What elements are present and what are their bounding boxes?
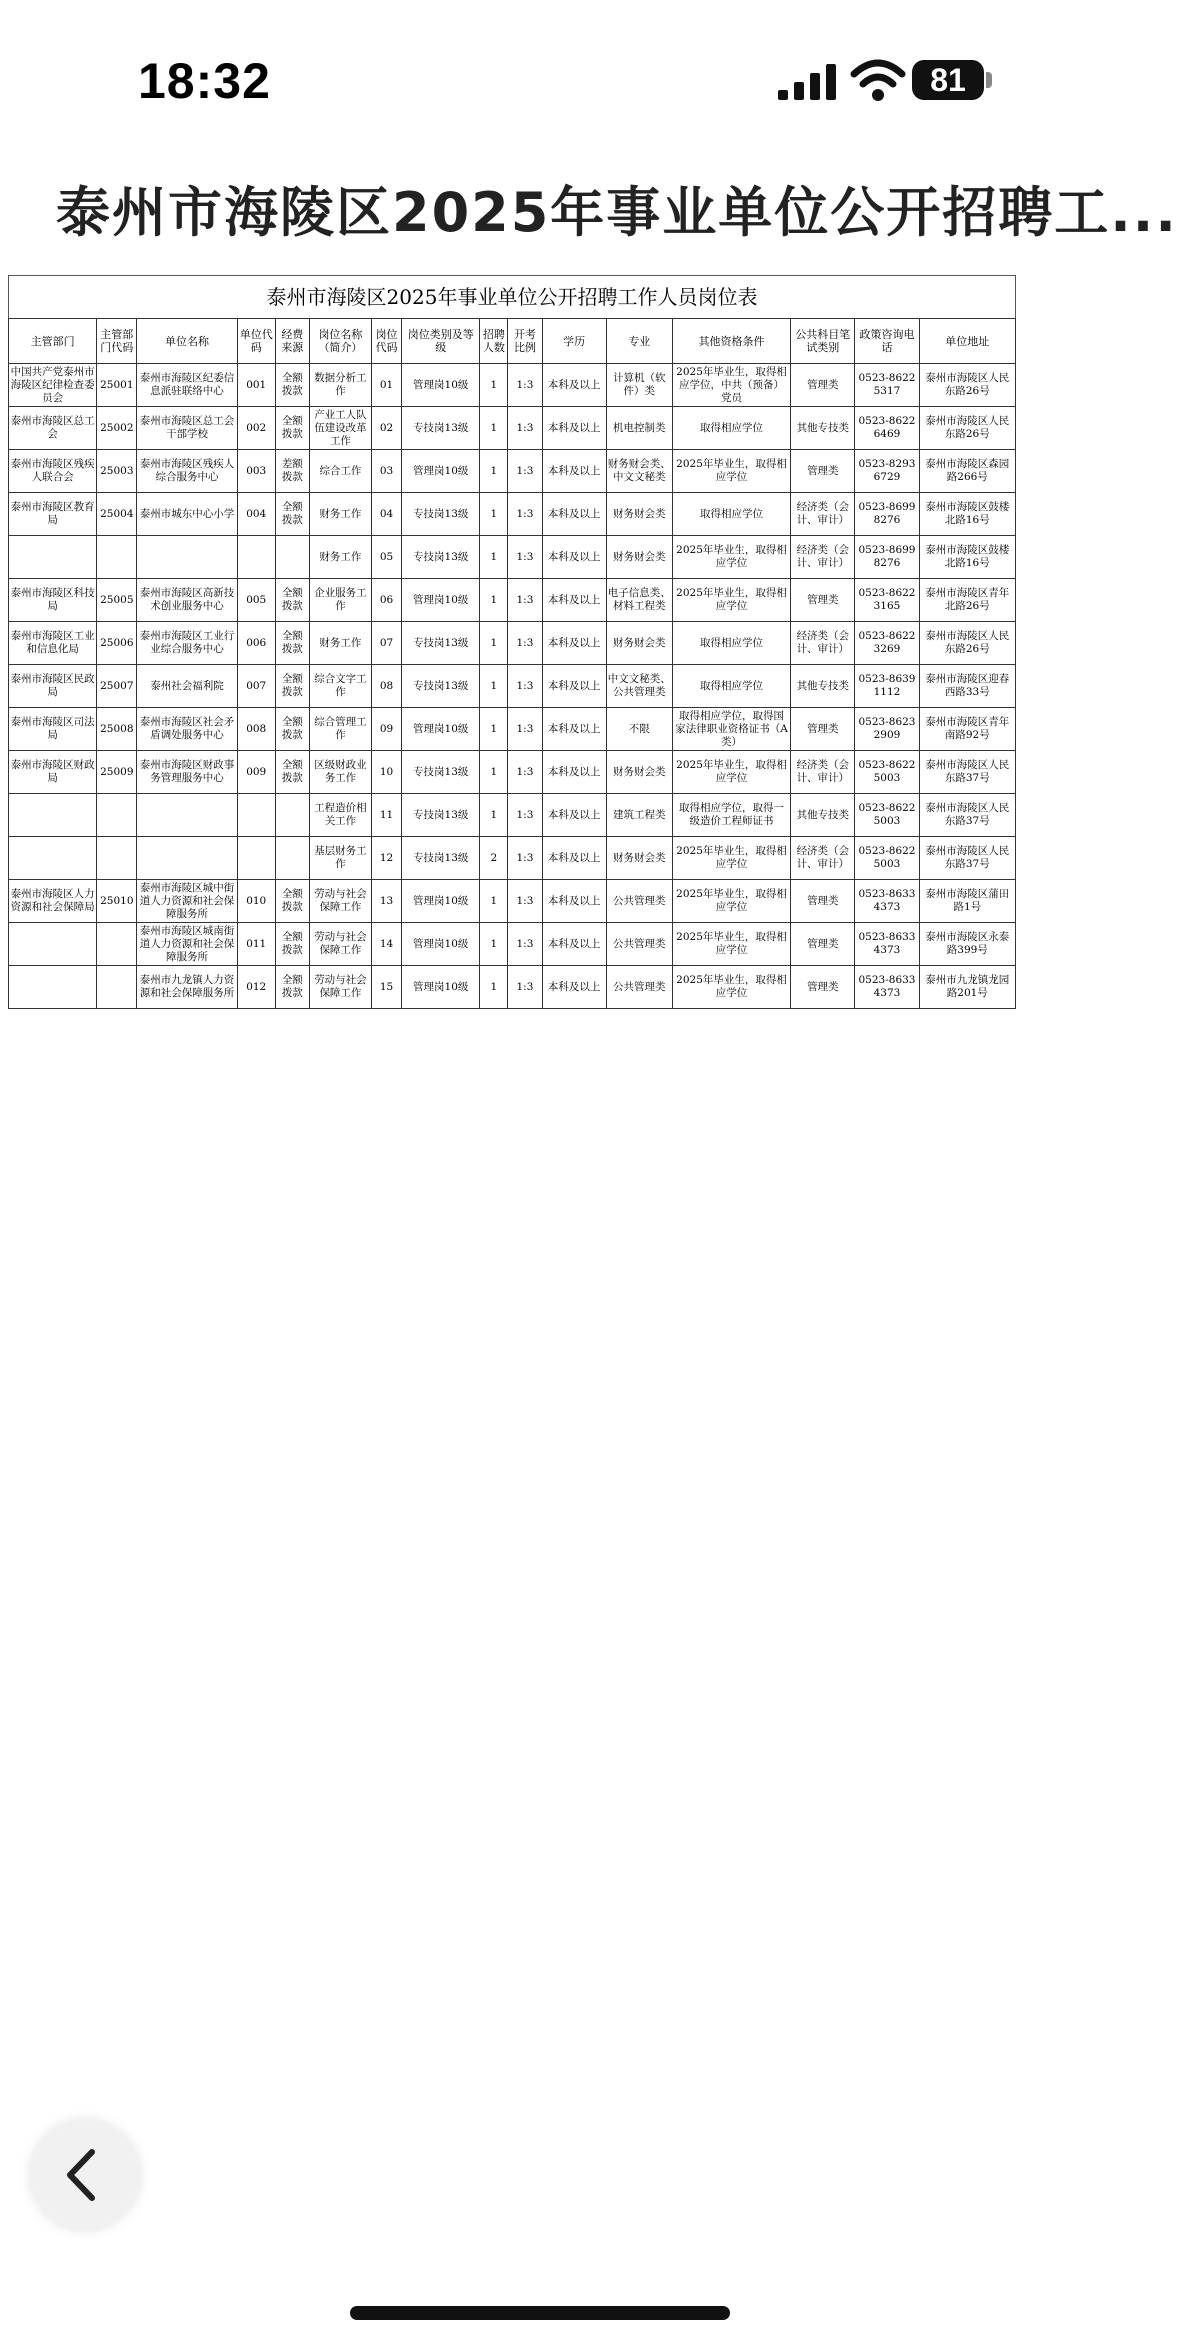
table-cell — [97, 837, 137, 880]
table-cell: 泰州市海陵区民政局 — [9, 665, 97, 708]
table-cell: 25009 — [97, 751, 137, 794]
table-cell — [9, 536, 97, 579]
column-header: 招聘人数 — [480, 319, 508, 364]
table-cell: 取得相应学位，取得一级造价工程师证书 — [672, 794, 790, 837]
table-cell: 财务财会类 — [606, 536, 672, 579]
table-cell — [97, 966, 137, 1009]
table-cell — [97, 923, 137, 966]
column-header: 经费来源 — [275, 319, 309, 364]
table-cell: 取得相应学位 — [672, 665, 790, 708]
table-cell: 泰州市海陵区科技局 — [9, 579, 97, 622]
table-cell: 泰州市海陵区高新技术创业服务中心 — [137, 579, 237, 622]
column-header: 专业 — [606, 319, 672, 364]
table-cell: 取得相应学位 — [672, 407, 790, 450]
table-row — [9, 536, 1016, 579]
table-cell: 公共管理类 — [606, 966, 672, 1009]
signal-icon — [778, 64, 840, 100]
table-cell: 建筑工程类 — [606, 794, 672, 837]
battery-tip — [986, 72, 992, 88]
table-cell: 管理类 — [791, 579, 855, 622]
table-cell: 001 — [237, 364, 275, 407]
table-cell: 区级财政业务工作 — [309, 751, 371, 794]
table-cell: 1 — [480, 364, 508, 407]
table-cell: 泰州市海陵区青年南路92号 — [919, 708, 1015, 751]
table-cell: 2025年毕业生，取得相应学位 — [672, 579, 790, 622]
table-cell: 1 — [480, 794, 508, 837]
table-cell: 25007 — [97, 665, 137, 708]
table-cell: 综合管理工作 — [309, 708, 371, 751]
table-cell: 2025年毕业生，取得相应学位 — [672, 536, 790, 579]
table-cell: 泰州市海陵区城南街道人力资源和社会保障服务所 — [137, 923, 237, 966]
table-cell: 1 — [480, 880, 508, 923]
table-cell: 本科及以上 — [542, 364, 606, 407]
table-cell: 2 — [480, 837, 508, 880]
table-cell: 1 — [480, 536, 508, 579]
table-cell: 0523-86334373 — [855, 966, 919, 1009]
table-cell: 1:3 — [508, 364, 542, 407]
table-cell: 其他专技类 — [791, 407, 855, 450]
table-cell: 企业服务工作 — [309, 579, 371, 622]
table-cell: 中国共产党泰州市海陵区纪律检查委员会 — [9, 364, 97, 407]
column-header: 开考比例 — [508, 319, 542, 364]
table-cell: 1:3 — [508, 923, 542, 966]
table-cell: 02 — [372, 407, 402, 450]
table-cell: 泰州市海陵区蒲田路1号 — [919, 880, 1015, 923]
table-cell — [275, 536, 309, 579]
table-cell: 管理岗10级 — [402, 579, 480, 622]
status-bar — [0, 0, 1080, 150]
column-header: 岗位名称（简介） — [309, 319, 371, 364]
table-cell: 财务工作 — [309, 536, 371, 579]
table-cell: 1 — [480, 493, 508, 536]
table-cell: 011 — [237, 923, 275, 966]
table-cell: 财务工作 — [309, 493, 371, 536]
table-cell — [9, 923, 97, 966]
table-cell: 劳动与社会保障工作 — [309, 880, 371, 923]
table-cell: 1 — [480, 407, 508, 450]
table-cell: 泰州市海陵区人民东路26号 — [919, 622, 1015, 665]
table-cell: 专技岗13级 — [402, 751, 480, 794]
table-cell: 全额拨款 — [275, 923, 309, 966]
table-cell: 管理类 — [791, 364, 855, 407]
document-title: 泰州市海陵区2025年事业单位公开招聘工... — [56, 181, 1178, 244]
table-cell: 25003 — [97, 450, 137, 493]
table-cell: 12 — [372, 837, 402, 880]
table-cell: 03 — [372, 450, 402, 493]
table-cell: 经济类（会计、审计） — [791, 493, 855, 536]
table-cell: 1:3 — [508, 622, 542, 665]
table-cell: 泰州市海陵区永泰路399号 — [919, 923, 1015, 966]
column-header: 岗位类别及等级 — [402, 319, 480, 364]
table-cell: 管理类 — [791, 923, 855, 966]
table-cell: 本科及以上 — [542, 708, 606, 751]
table-cell: 25002 — [97, 407, 137, 450]
table-cell: 公共管理类 — [606, 880, 672, 923]
table-cell: 本科及以上 — [542, 622, 606, 665]
table-cell: 全额拨款 — [275, 751, 309, 794]
table-cell: 财务财会类 — [606, 493, 672, 536]
table-cell: 管理岗10级 — [402, 923, 480, 966]
table-cell: 全额拨款 — [275, 665, 309, 708]
table-cell — [9, 794, 97, 837]
table-cell: 财务财会类、中文文秘类 — [606, 450, 672, 493]
table-cell: 1:3 — [508, 450, 542, 493]
table-cell: 泰州市海陵区人民东路37号 — [919, 794, 1015, 837]
table-cell: 产业工人队伍建设改革工作 — [309, 407, 371, 450]
column-header: 主管部门代码 — [97, 319, 137, 364]
table-cell: 本科及以上 — [542, 880, 606, 923]
table-cell: 经济类（会计、审计） — [791, 622, 855, 665]
table-cell: 1:3 — [508, 665, 542, 708]
table-cell: 本科及以上 — [542, 493, 606, 536]
table-cell: 01 — [372, 364, 402, 407]
table-cell: 泰州社会福利院 — [137, 665, 237, 708]
table-cell: 中文文秘类、公共管理类 — [606, 665, 672, 708]
table-cell — [97, 536, 137, 579]
table-cell: 劳动与社会保障工作 — [309, 923, 371, 966]
home-indicator[interactable] — [350, 2306, 730, 2320]
table-cell: 专技岗13级 — [402, 665, 480, 708]
table-cell: 专技岗13级 — [402, 493, 480, 536]
table-cell: 专技岗13级 — [402, 794, 480, 837]
table-cell: 管理类 — [791, 450, 855, 493]
table-cell: 006 — [237, 622, 275, 665]
table-cell: 本科及以上 — [542, 407, 606, 450]
table-cell: 泰州市海陵区司法局 — [9, 708, 97, 751]
table-cell: 1 — [480, 966, 508, 1009]
wifi-icon — [850, 58, 906, 102]
table-cell: 2025年毕业生，取得相应学位 — [672, 837, 790, 880]
table-cell: 其他专技类 — [791, 665, 855, 708]
table-cell — [237, 794, 275, 837]
table-cell: 010 — [237, 880, 275, 923]
table-cell: 本科及以上 — [542, 665, 606, 708]
table-cell: 1 — [480, 665, 508, 708]
table-row — [9, 708, 1016, 751]
table-cell: 计算机（软件）类 — [606, 364, 672, 407]
table-cell: 本科及以上 — [542, 536, 606, 579]
table-cell — [275, 794, 309, 837]
table-cell: 002 — [237, 407, 275, 450]
table-cell: 管理类 — [791, 880, 855, 923]
table-cell: 经济类（会计、审计） — [791, 536, 855, 579]
table-cell: 财务工作 — [309, 622, 371, 665]
table-cell: 管理岗10级 — [402, 450, 480, 493]
table-cell: 经济类（会计、审计） — [791, 751, 855, 794]
table-cell: 泰州市海陵区残疾人联合会 — [9, 450, 97, 493]
table-cell: 取得相应学位，取得国家法律职业资格证书（A类） — [672, 708, 790, 751]
table-cell: 1 — [480, 751, 508, 794]
table-cell: 14 — [372, 923, 402, 966]
table-cell: 0523-82936729 — [855, 450, 919, 493]
table-cell: 取得相应学位 — [672, 622, 790, 665]
table-cell: 差额拨款 — [275, 450, 309, 493]
table-cell: 1:3 — [508, 880, 542, 923]
table-cell: 0523-86225003 — [855, 751, 919, 794]
table-cell: 工程造价相关工作 — [309, 794, 371, 837]
table-cell: 007 — [237, 665, 275, 708]
table-cell: 0523-86225003 — [855, 837, 919, 880]
table-cell: 泰州市海陵区城中街道人力资源和社会保障服务所 — [137, 880, 237, 923]
table-cell: 全额拨款 — [275, 966, 309, 1009]
table-cell: 专技岗13级 — [402, 622, 480, 665]
table-cell: 机电控制类 — [606, 407, 672, 450]
table-cell — [137, 837, 237, 880]
table-cell: 泰州市海陵区鼓楼北路16号 — [919, 536, 1015, 579]
table-cell: 泰州市海陵区工业和信息化局 — [9, 622, 97, 665]
table-cell: 07 — [372, 622, 402, 665]
table-cell: 本科及以上 — [542, 751, 606, 794]
table-cell: 基层财务工作 — [309, 837, 371, 880]
table-cell: 004 — [237, 493, 275, 536]
table-cell: 1 — [480, 579, 508, 622]
table-row — [9, 622, 1016, 665]
column-header: 主管部门 — [9, 319, 97, 364]
table-row — [9, 450, 1016, 493]
table-cell: 管理岗10级 — [402, 966, 480, 1009]
table-cell: 25006 — [97, 622, 137, 665]
table-cell: 本科及以上 — [542, 923, 606, 966]
table-cell: 全额拨款 — [275, 493, 309, 536]
table-cell — [237, 837, 275, 880]
table-cell: 综合工作 — [309, 450, 371, 493]
table-cell: 泰州市海陵区青年北路26号 — [919, 579, 1015, 622]
table-cell: 0523-86223165 — [855, 579, 919, 622]
table-cell: 数据分析工作 — [309, 364, 371, 407]
table-cell: 04 — [372, 493, 402, 536]
status-time: 18:32 — [138, 53, 271, 109]
table-cell: 1:3 — [508, 708, 542, 751]
table-cell: 全额拨款 — [275, 880, 309, 923]
table-cell: 1:3 — [508, 837, 542, 880]
table-row — [9, 407, 1016, 450]
table-cell: 本科及以上 — [542, 794, 606, 837]
table-cell: 06 — [372, 579, 402, 622]
column-header: 单位名称 — [137, 319, 237, 364]
table-cell: 0523-86334373 — [855, 923, 919, 966]
table-cell — [137, 536, 237, 579]
table-row — [9, 579, 1016, 622]
table-cell: 09 — [372, 708, 402, 751]
table-cell: 管理岗10级 — [402, 364, 480, 407]
table-cell: 本科及以上 — [542, 966, 606, 1009]
table-cell: 1:3 — [508, 966, 542, 1009]
table-cell: 泰州市海陵区人民东路26号 — [919, 407, 1015, 450]
table-row — [9, 364, 1016, 407]
table-cell: 泰州市海陵区森园路266号 — [919, 450, 1015, 493]
table-cell: 25004 — [97, 493, 137, 536]
back-button[interactable] — [30, 2120, 140, 2230]
table-cell: 2025年毕业生，取得相应学位 — [672, 880, 790, 923]
job-table — [8, 318, 1016, 1009]
table-cell: 25010 — [97, 880, 137, 923]
table-cell: 泰州市海陵区人民东路37号 — [919, 837, 1015, 880]
column-header: 单位地址 — [919, 319, 1015, 364]
table-cell: 11 — [372, 794, 402, 837]
table-row — [9, 794, 1016, 837]
table-cell — [97, 794, 137, 837]
table-cell: 0523-86391112 — [855, 665, 919, 708]
table-cell: 专技岗13级 — [402, 407, 480, 450]
table-cell: 其他专技类 — [791, 794, 855, 837]
table-cell: 泰州市城东中心小学 — [137, 493, 237, 536]
table-cell: 0523-86998276 — [855, 493, 919, 536]
table-cell: 009 — [237, 751, 275, 794]
table-cell: 管理岗10级 — [402, 880, 480, 923]
job-table-image[interactable] — [8, 275, 1016, 1009]
chevron-left-icon — [30, 2120, 140, 2230]
table-cell: 泰州市海陵区迎春西路33号 — [919, 665, 1015, 708]
table-cell: 综合文字工作 — [309, 665, 371, 708]
table-cell: 1 — [480, 450, 508, 493]
table-cell: 0523-86225317 — [855, 364, 919, 407]
table-cell: 专技岗13级 — [402, 536, 480, 579]
table-cell: 2025年毕业生，取得相应学位，中共（预备）党员 — [672, 364, 790, 407]
column-header: 单位代码 — [237, 319, 275, 364]
table-row — [9, 966, 1016, 1009]
table-cell: 泰州市海陵区人力资源和社会保障局 — [9, 880, 97, 923]
table-cell: 本科及以上 — [542, 837, 606, 880]
battery-indicator: 81 — [912, 60, 984, 100]
table-cell: 008 — [237, 708, 275, 751]
table-cell: 专技岗13级 — [402, 837, 480, 880]
table-row — [9, 923, 1016, 966]
table-cell: 1:3 — [508, 536, 542, 579]
table-cell: 泰州市海陵区人民东路26号 — [919, 364, 1015, 407]
table-cell — [237, 536, 275, 579]
table-cell: 管理类 — [791, 966, 855, 1009]
table-cell: 2025年毕业生，取得相应学位 — [672, 966, 790, 1009]
column-header: 其他资格条件 — [672, 319, 790, 364]
table-cell: 1 — [480, 923, 508, 966]
table-cell: 泰州市九龙镇龙园路201号 — [919, 966, 1015, 1009]
table-cell: 泰州市海陵区社会矛盾调处服务中心 — [137, 708, 237, 751]
table-cell: 05 — [372, 536, 402, 579]
table-cell: 泰州市海陵区纪委信息派驻联络中心 — [137, 364, 237, 407]
column-header: 政策咨询电话 — [855, 319, 919, 364]
table-cell: 管理岗10级 — [402, 708, 480, 751]
table-cell: 25008 — [97, 708, 137, 751]
table-cell: 0523-86226469 — [855, 407, 919, 450]
table-cell — [9, 966, 97, 1009]
table-cell: 15 — [372, 966, 402, 1009]
table-cell: 财务财会类 — [606, 751, 672, 794]
table-cell: 泰州市海陵区教育局 — [9, 493, 97, 536]
column-header: 学历 — [542, 319, 606, 364]
table-cell: 2025年毕业生，取得相应学位 — [672, 751, 790, 794]
table-cell: 泰州市海陵区工业行业综合服务中心 — [137, 622, 237, 665]
table-cell: 08 — [372, 665, 402, 708]
table-cell: 泰州市海陵区残疾人综合服务中心 — [137, 450, 237, 493]
table-cell: 泰州市海陵区总工会干部学校 — [137, 407, 237, 450]
column-header: 公共科目笔试类别 — [791, 319, 855, 364]
column-header: 岗位代码 — [372, 319, 402, 364]
table-cell: 25005 — [97, 579, 137, 622]
table-cell: 1:3 — [508, 407, 542, 450]
table-cell: 公共管理类 — [606, 923, 672, 966]
table-cell: 泰州市九龙镇人力资源和社会保障服务所 — [137, 966, 237, 1009]
table-cell: 取得相应学位 — [672, 493, 790, 536]
table-cell — [137, 794, 237, 837]
table-cell: 劳动与社会保障工作 — [309, 966, 371, 1009]
table-cell: 全额拨款 — [275, 622, 309, 665]
table-cell: 泰州市海陵区人民东路37号 — [919, 751, 1015, 794]
table-cell: 全额拨款 — [275, 708, 309, 751]
table-cell: 泰州市海陵区财政事务管理服务中心 — [137, 751, 237, 794]
table-cell: 2025年毕业生，取得相应学位 — [672, 450, 790, 493]
table-cell: 本科及以上 — [542, 450, 606, 493]
table-cell: 不限 — [606, 708, 672, 751]
table-cell: 1:3 — [508, 579, 542, 622]
table-cell: 10 — [372, 751, 402, 794]
table-row — [9, 880, 1016, 923]
table-cell: 财务财会类 — [606, 837, 672, 880]
table-cell: 2025年毕业生，取得相应学位 — [672, 923, 790, 966]
table-cell: 本科及以上 — [542, 579, 606, 622]
table-row — [9, 751, 1016, 794]
table-cell: 005 — [237, 579, 275, 622]
sheet-title: 泰州市海陵区2025年事业单位公开招聘工作人员岗位表 — [8, 275, 1016, 318]
table-cell: 25001 — [97, 364, 137, 407]
table-cell: 003 — [237, 450, 275, 493]
table-cell: 0523-86998276 — [855, 536, 919, 579]
table-cell: 0523-86225003 — [855, 794, 919, 837]
table-header-row — [9, 319, 1016, 364]
table-cell: 泰州市海陵区财政局 — [9, 751, 97, 794]
table-row — [9, 493, 1016, 536]
table-cell: 财务财会类 — [606, 622, 672, 665]
table-cell: 经济类（会计、审计） — [791, 837, 855, 880]
table-cell: 0523-86223269 — [855, 622, 919, 665]
table-cell: 全额拨款 — [275, 579, 309, 622]
table-cell: 1:3 — [508, 493, 542, 536]
table-cell: 0523-86334373 — [855, 880, 919, 923]
table-cell — [275, 837, 309, 880]
table-cell: 13 — [372, 880, 402, 923]
table-cell: 1:3 — [508, 751, 542, 794]
table-cell: 全额拨款 — [275, 407, 309, 450]
table-cell: 1 — [480, 708, 508, 751]
table-cell: 1:3 — [508, 794, 542, 837]
table-cell: 012 — [237, 966, 275, 1009]
table-cell: 1 — [480, 622, 508, 665]
table-cell: 管理类 — [791, 708, 855, 751]
table-cell: 全额拨款 — [275, 364, 309, 407]
table-row — [9, 837, 1016, 880]
table-cell: 电子信息类、材料工程类 — [606, 579, 672, 622]
table-cell: 泰州市海陵区总工会 — [9, 407, 97, 450]
table-row — [9, 665, 1016, 708]
table-cell: 0523-86232909 — [855, 708, 919, 751]
table-cell — [9, 837, 97, 880]
table-cell: 泰州市海陵区鼓楼北路16号 — [919, 493, 1015, 536]
